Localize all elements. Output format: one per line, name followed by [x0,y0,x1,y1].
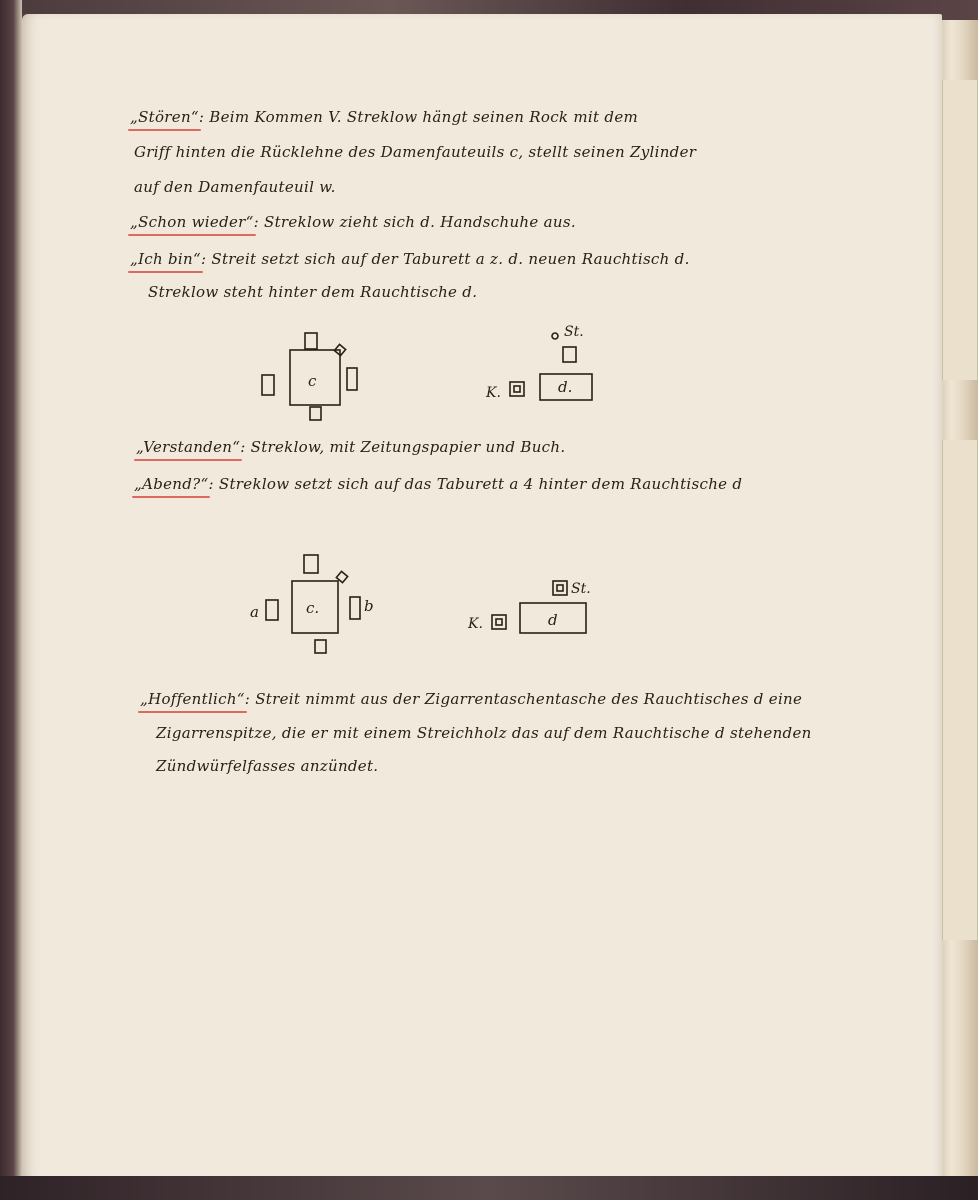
text-line [136,438,565,456]
text-line [134,178,336,196]
a-label: a [250,603,259,621]
stool-k [510,382,524,396]
line-text: Griff hinten die Rücklehne des Damenfauteuils c, stellt seinen Zylinder [134,143,697,161]
line-text: : Streklow, mit Zeitungspapier und Buch. [240,438,566,456]
page-edge-layer [942,440,977,940]
text-line [134,143,696,161]
text-line [130,108,638,126]
line-text: : Streklow setzt sich auf das Taburett a 4 hinter dem Rauchtische d [208,475,743,493]
stage-diagram-1 [250,320,620,430]
line-text: Zigarrenspitze, die er mit einem Streichholz das auf dem Rauchtische d stehenden [156,724,812,742]
book-binding-bottom [0,1176,978,1200]
b-label: b [364,597,374,615]
text-line [130,213,576,231]
chair-st-inner [557,585,563,591]
marker-circle [552,333,558,339]
table-c-label: c [308,372,317,390]
chair-bottom [310,407,321,420]
stool-k-inner [514,386,520,392]
table-d-label: d [548,611,558,629]
k-label: K. [468,616,483,632]
text-line [130,250,690,268]
stool-k [492,615,506,629]
chair-bottom [315,640,326,653]
line-text: : Streit setzt sich auf der Taburett a z. d. neuen Rauchtisch d. [200,250,690,268]
chair-top [305,333,317,349]
keyword: „Abend?“ [134,475,209,493]
page-edge-layer [942,80,977,380]
chair-right [347,368,357,390]
line-text: auf den Damenfauteuil w. [134,178,336,196]
line-text: : Streklow zieht sich d. Handschuhe aus. [253,213,576,231]
chair-top [304,555,318,573]
text-line [148,283,477,301]
page-stack-edge [940,20,978,1180]
chair-right [350,597,360,619]
chair-left [262,375,274,395]
st-label: St. [571,581,591,597]
chair-st [553,581,567,595]
keyword: „Hoffentlich“ [140,690,245,708]
chair-left [266,600,278,620]
table-c-label: c. [306,599,320,617]
keyword: „Schon wieder“ [130,213,254,231]
stage-diagram-2 [240,545,620,665]
text-line [134,475,742,493]
text-line [140,690,802,708]
line-text: : Streit nimmt aus der Zigarrentaschentasche des Rauchtisches d eine [244,690,803,708]
table-d-label: d. [558,378,573,396]
st-label: St. [564,324,584,340]
keyword: „Stören“ [130,108,199,126]
line-text: Streklow steht hinter dem Rauchtische d. [148,283,478,301]
text-line [156,757,378,775]
book-cover-left [0,0,22,1200]
keyword: „Ich bin“ [130,250,201,268]
stool-k-inner [496,619,502,625]
line-text: : Beim Kommen V. Streklow hängt seinen Rock mit dem [198,108,639,126]
text-line [156,724,812,742]
k-label: K. [486,385,501,401]
chair-st [563,347,576,362]
keyword: „Verstanden“ [136,438,241,456]
line-text: Zündwürfelfasses anzündet. [156,757,379,775]
